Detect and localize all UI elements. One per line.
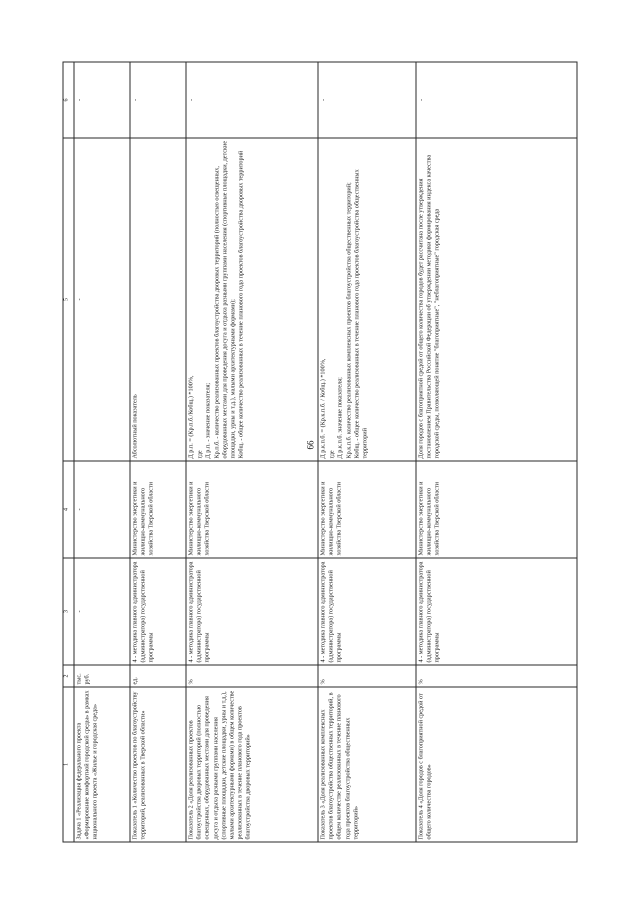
indicator-3-formula [318, 138, 416, 461]
header-col-5: 5 [63, 138, 74, 461]
formula-var-2: Кр.п.б. - количество реализованных проектов благоустройства дворовых территорий (полностью освещенных, оборудованных местами для проведения досуга и отдыха разными группами населения (спортивные площадки, детские площадки, урны и т.д.), малыми архитектурными формами); [213, 140, 237, 459]
header-col-2: 2 [63, 665, 74, 687]
task-1-name: Задача 1 «Реализация федерального проекта «Формирование комфортной городской среды» в рамках национального проекта «Жилье и городская среда» [74, 687, 130, 842]
task-1-responsible: - [74, 461, 130, 558]
indicator-4-unit: % [416, 665, 577, 687]
formula-var-2: Кр.к.п.б. количество реализованных комплексных проектов благоустройства общественных территорий; [345, 182, 353, 459]
indicators-table [63, 62, 578, 843]
formula-where: где [328, 450, 336, 459]
formula-var-3: Кобщ. - общее количество реализованных в течение планового года проектов благоустройства дворовых территорий [237, 150, 245, 459]
table-row [186, 62, 318, 842]
indicator-4-note: - [416, 62, 577, 138]
header-col-6: 6 [63, 62, 74, 138]
formula-line: Д р.п. = (Кр.п.б./Кобщ.) *100%, [187, 375, 195, 459]
indicator-2-unit: % [186, 665, 318, 687]
indicator-3-unit: % [318, 665, 416, 687]
rotated-table-wrapper [63, 63, 578, 843]
formula-where: где [196, 450, 204, 459]
indicator-1-note: - [130, 62, 186, 138]
indicator-2-responsible: Министерство энергетики и жилищно-коммунального хозяйства Тверской области [186, 461, 318, 558]
table-row [416, 62, 577, 842]
task-1-formula: - [74, 138, 130, 461]
header-col-1: 1 [63, 687, 74, 842]
indicator-1-method: 4 - методика главного администратора (администратора) государственной программы [130, 558, 186, 665]
indicator-4-method: 4 - методика главного администратора (администратора) государственной программы [416, 558, 577, 665]
indicator-4-responsible: Министерство энергетики и жилищно-коммунального хозяйства Тверской области [416, 461, 577, 558]
table-row [74, 62, 130, 842]
indicator-2-name: Показатель 2 «Доля реализованных проектов благоустройства дворовых территорий (полностью освещенных, оборудованных местами для проведения досуга и отдыха разными группами населения (спортивные площадки, детские площадки, урны и т.д.), малыми архитектурными формами) в общем количестве реализованных в течение планового года проектов благоустройства дворовых территорий» [186, 687, 318, 842]
formula-var-1: Д р.к.п.б. значение показателя; [336, 377, 344, 459]
task-1-unit: тыс. руб. [74, 665, 130, 687]
indicator-1-responsible: Министерство энергетики и жилищно-коммунального хозяйства Тверской области [130, 461, 186, 558]
formula-var-3: Кобщ. - общее количество реализованных в течение планового года проектов благоустройства общественных территорий [353, 169, 369, 459]
indicator-4-formula: Доля городов с благоприятной средой от общего количества городов будет рассчитана после утверждения постановлением Правительства Российской Федерации об утверждении методики формирования индекса качества городской среды, позволяющей понятие "благоприятные", "неблагоприятные" городская среда [416, 138, 577, 461]
indicator-2-note: - [186, 62, 318, 138]
page-number: 66 [305, 440, 316, 450]
header-col-3: 3 [63, 558, 74, 665]
indicator-3-method: 4 - методика главного администратора (администратора) государственной программы [318, 558, 416, 665]
header-row [63, 62, 74, 842]
table-row [318, 62, 416, 842]
indicator-1-name: Показатель 1 «Количество проектов по благоустройству территорий, реализованных в Тверской области» [130, 687, 186, 842]
indicator-2-formula [186, 138, 318, 461]
formula-var-1: Д р.п. - значение показателя; [204, 382, 212, 459]
indicator-1-unit: ед. [130, 665, 186, 687]
table-row [130, 62, 186, 842]
header-col-4: 4 [63, 461, 74, 558]
indicator-4-name: Показатель 4 «Доля городов с благоприятной средой от общего количества городов» [416, 687, 577, 842]
indicator-3-responsible: Министерство энергетики и жилищно-коммунального хозяйства Тверской области [318, 461, 416, 558]
task-1-note: - [74, 62, 130, 138]
indicator-2-method: 4 - методика главного администратора (администратора) государственной программы [186, 558, 318, 665]
indicator-3-name: Показатель 3 «Доля реализованных комплексных проектов благоустройства общественных территорий, в общем количестве реализованных в течение планового года проектов благоустройства общественных территорий» [318, 687, 416, 842]
indicator-3-note: - [318, 62, 416, 138]
task-1-method: - [74, 558, 130, 665]
indicator-1-formula: Абсолютный показатель [130, 138, 186, 461]
formula-line: Д р.к.п.б. = (Кр.к.п.б. / Кобщ.) *100%, [319, 358, 327, 459]
